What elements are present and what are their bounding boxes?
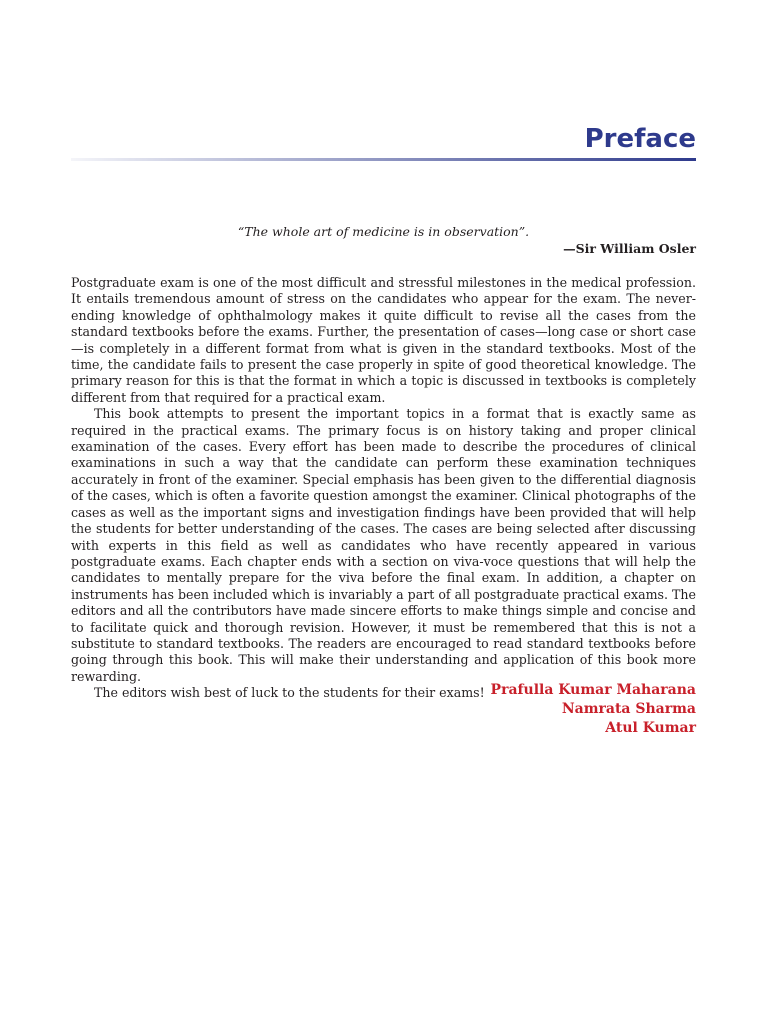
body-paragraph-2: This book attempts to present the important topics in a format that is exactly same as required in the practical exams. The primary focus is on history taking and proper clinical examination of the cases. Every effort has been made to describe the procedures of clinical examinations in such a way that the candidate can perform these examination techniques accurately in front of the examiner. Special emphasis has been given to the differential diagnosis of the cases, which is often a favorite question amongst the examiner. Clinical photographs of the cases as well as the important signs and investigation findings have been provided that will help the students for better understanding of the cases. The cases are being selected after discussing with experts in this field as well as candidates who have recently appeared in various postgraduate exams. Each chapter ends with a section on viva-voce questions that will help the candidates to mentally prepare for the viva before the final exam. In addition, a chapter on instruments has been included which is invariably a part of all postgraduate practical exams. The editors and all the contributors have made sincere efforts to make things simple and concise and to facilitate quick and thorough revision. However, it must be remembered that this is not a substitute to standard textbooks. The readers are encouraged to read standard textbooks before going through this book. This will make their understanding and application of this book more rewarding. xyxy=(71,406,696,684)
page-title: Preface xyxy=(584,124,696,154)
epigraph xyxy=(71,224,696,257)
editor-signatures xyxy=(491,681,696,738)
body-paragraph-1: Postgraduate exam is one of the most difficult and stressful milestones in the medical profession. It entails tremendous amount of stress on the candidates who appear for the exam. The never-ending knowledge of ophthalmology makes it quite difficult to revise all the cases from the standard textbooks before the exams. Further, the presentation of cases—long case or short case—is completely in a different format from what is given in the standard textbooks. Most of the time, the candidate fails to present the case properly in spite of good theoretical knowledge. The primary reason for this is that the format in which a topic is discussed in textbooks is completely different from that required for a practical exam. xyxy=(71,275,696,405)
title-divider xyxy=(71,158,696,161)
body-paragraph-3: The editors wish best of luck to the students for their exams! xyxy=(94,685,485,701)
editor-name-3: Atul Kumar xyxy=(605,720,696,736)
epigraph-quote: “The whole art of medicine is in observation”. xyxy=(237,224,530,239)
editor-name-1: Prafulla Kumar Maharana xyxy=(490,682,696,698)
preface-body xyxy=(71,275,696,702)
editor-name-2: Namrata Sharma xyxy=(561,701,696,717)
epigraph-author: —Sir William Osler xyxy=(563,241,696,256)
